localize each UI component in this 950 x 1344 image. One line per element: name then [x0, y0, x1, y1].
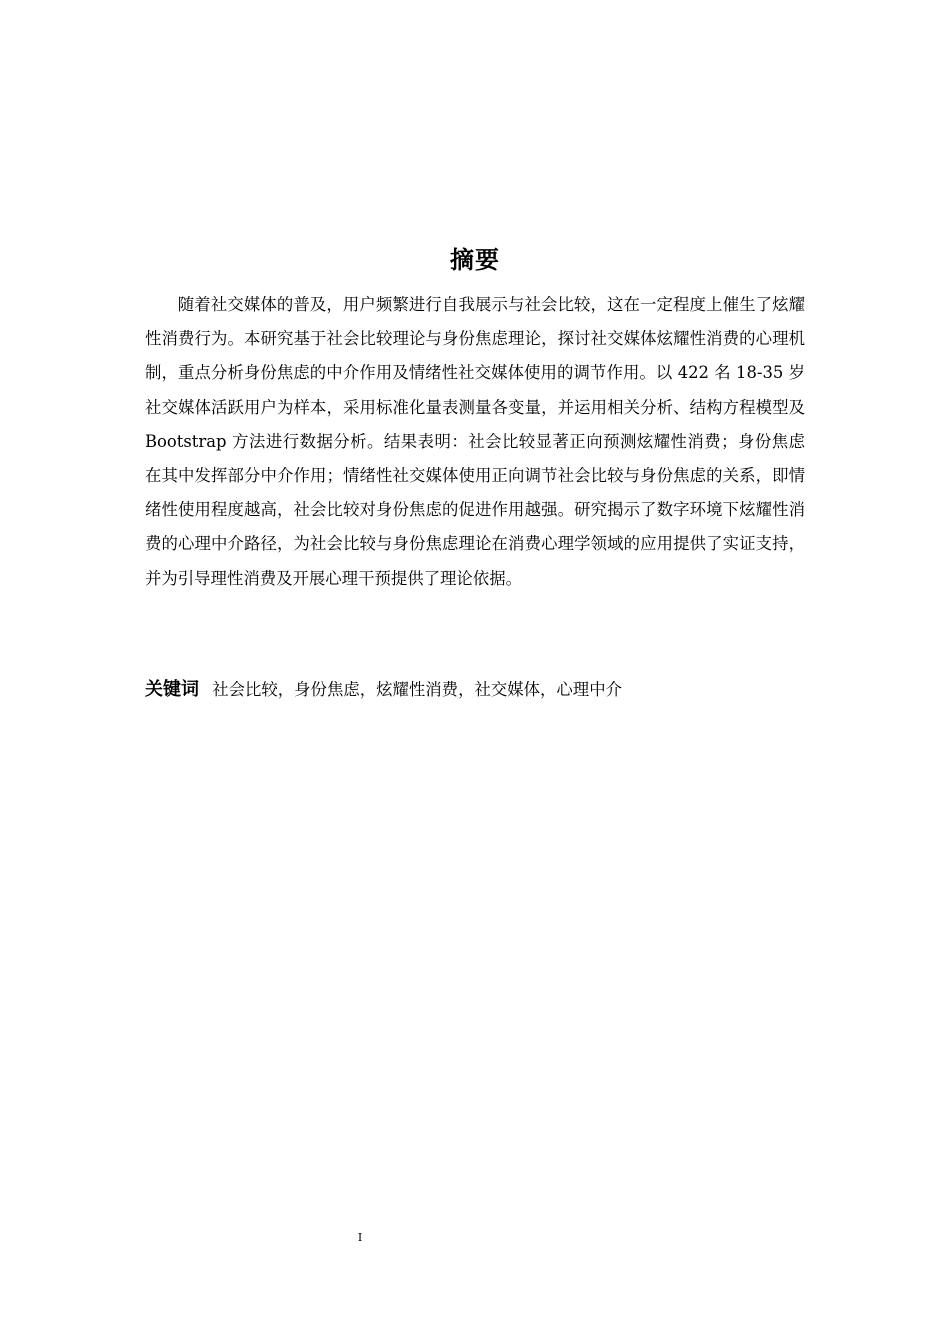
abstract-title: 摘要 [450, 246, 500, 274]
keywords-line [145, 674, 805, 706]
page-number: I [357, 1231, 363, 1244]
abstract-body: 随着社交媒体的普及，用户频繁进行自我展示与社会比较，这在一定程度上催生了炫耀性消费行为。本研究基于社会比较理论与身份焦虑理论，探讨社交媒体炫耀性消费的心理机制，重点分析身份焦虑的中介作用及情绪性社交媒体使用的调节作用。以 422 名 18-35 岁社交媒体活跃用户为样本，采用标准化量表测量各变量，并运用相关分析、结构方程模型及 Bootstrap 方法进行数据分析。结果表明：社会比较显著正向预测炫耀性消费；身份焦虑在其中发挥部分中介作用；情绪性社交媒体使用正向调节社会比较与身份焦虑的关系，即情绪性使用程度越高，社会比较对身份焦虑的促进作用越强。研究揭示了数字环境下炫耀性消费的心理中介路径，为社会比较与身份焦虑理论在消费心理学领域的应用提供了实证支持，并为引导理性消费及开展心理干预提供了理论依据。 [145, 295, 805, 588]
keywords-label: 关键词 [145, 679, 199, 700]
keywords-text: 社会比较，身份焦虑，炫耀性消费，社交媒体，心理中介 [212, 680, 622, 699]
